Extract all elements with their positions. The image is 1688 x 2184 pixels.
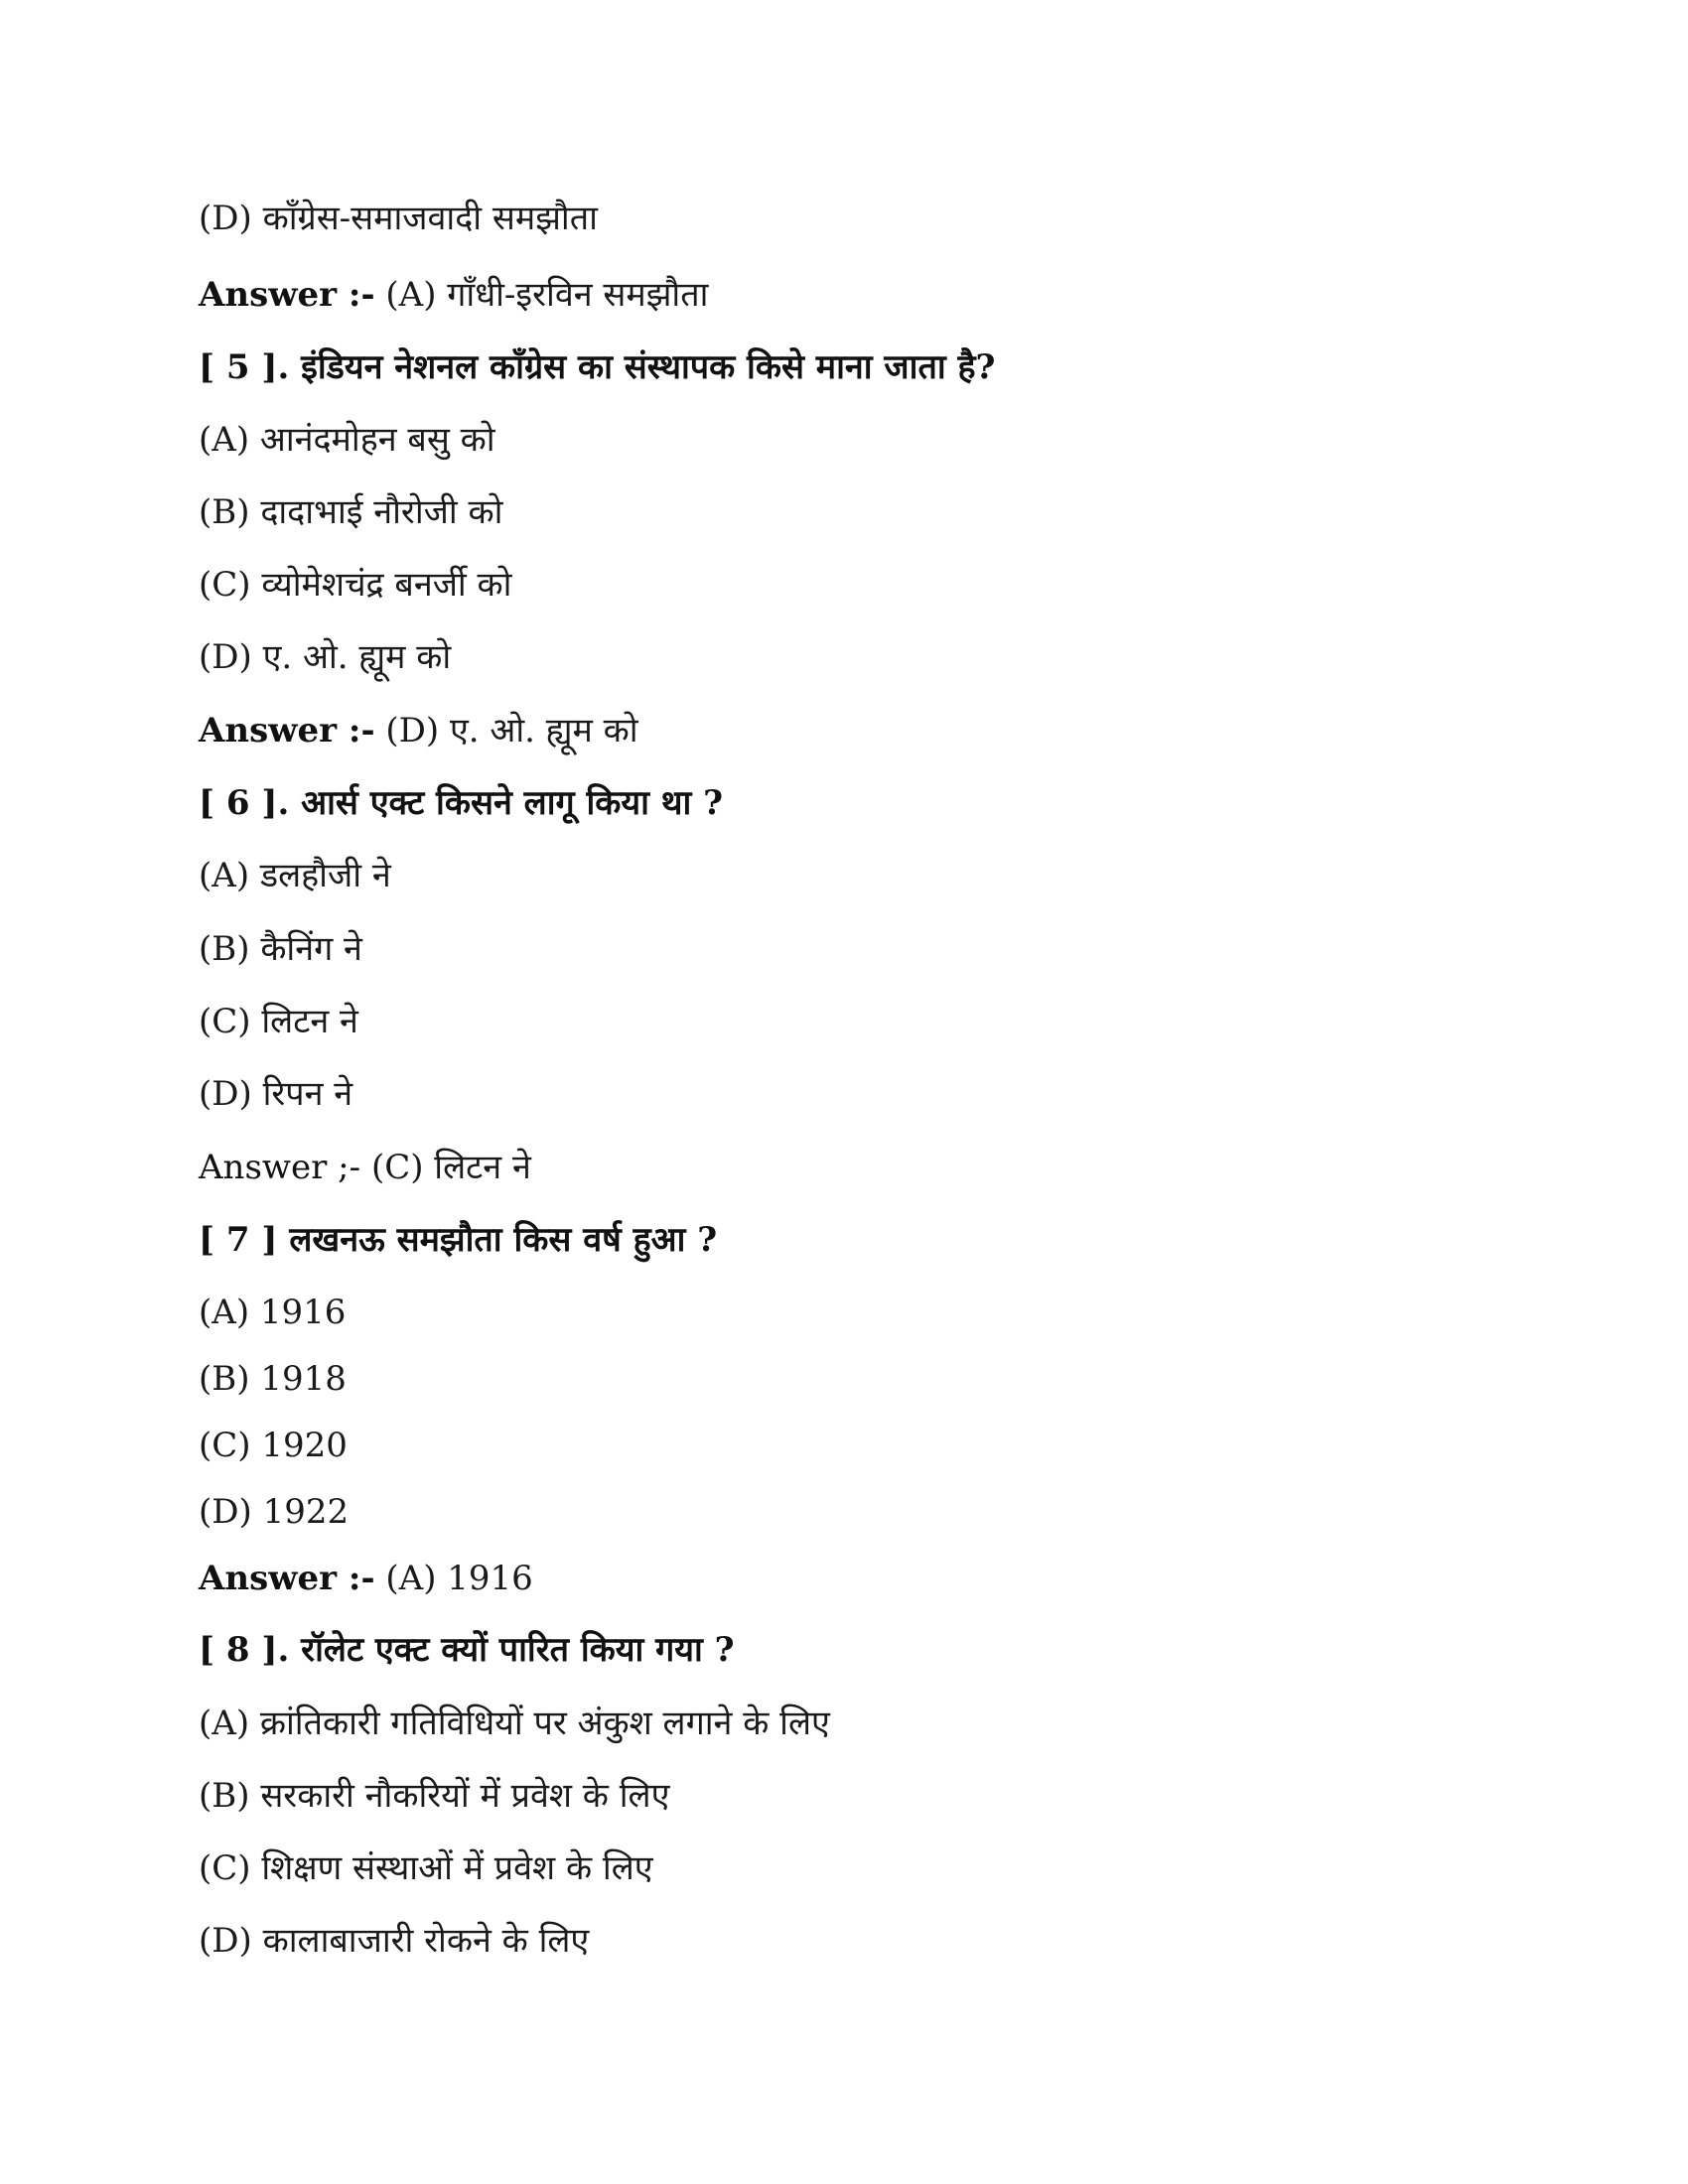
option-line: (A) 1916: [199, 1293, 347, 1332]
option-line: (D) 1922: [199, 1492, 350, 1532]
answer-value: (C) लिटन ने: [360, 1148, 531, 1187]
option-line: (D) ए. ओ. ह्यूम को: [199, 637, 452, 677]
option-line: (B) दादाभाई नौरोजी को: [199, 492, 503, 532]
answer-label: Answer :-: [199, 275, 375, 315]
option-line: (A) क्रांतिकारी गतिविधियों पर अंकुश लगाने के लिए: [199, 1704, 830, 1743]
option-line: (B) कैनिंग ने: [199, 929, 362, 969]
option-line: (C) व्योमेशचंद्र बनर्जी को: [199, 565, 512, 605]
option-line: (C) शिक्षण संस्थाओं में प्रवेश के लिए: [199, 1848, 653, 1888]
answer-line: [199, 709, 638, 752]
question-heading: [ 8 ]. रॉलेट एक्ट क्यों पारित किया गया ?: [199, 1630, 735, 1670]
option-line: (A) आनंदमोहन बसु को: [199, 420, 495, 460]
answer-label: Answer :-: [199, 711, 375, 751]
question-heading: [ 6 ]. आर्स एक्ट किसने लागू किया था ?: [199, 783, 724, 823]
answer-label: Answer ;-: [199, 1148, 361, 1187]
answer-label: Answer :-: [199, 1559, 375, 1598]
question-heading: [ 5 ]. इंडियन नेशनल काँग्रेस का संस्थापक किसे माना जाता है?: [199, 347, 996, 387]
option-line: (D) काँग्रेस-समाजवादी समझौता: [199, 199, 598, 238]
answer-line: [199, 1557, 533, 1600]
option-line: (B) 1918: [199, 1359, 347, 1399]
answer-line: [199, 1146, 531, 1189]
question-heading: [ 7 ] लखनऊ समझौता किस वर्ष हुआ ?: [199, 1220, 718, 1260]
answer-value: (D) ए. ओ. ह्यूम को: [374, 711, 638, 751]
option-line: (C) लिटन ने: [199, 1002, 358, 1041]
option-line: (B) सरकारी नौकरियों में प्रवेश के लिए: [199, 1776, 670, 1816]
option-line: (D) कालाबाजारी रोकने के लिए: [199, 1921, 590, 1961]
option-line: (A) डलहौजी ने: [199, 856, 391, 895]
option-line: (D) रिपन ने: [199, 1074, 353, 1114]
answer-value: (A) 1916: [374, 1559, 533, 1598]
answer-value: (A) गाँधी-इरविन समझौता: [374, 275, 709, 315]
answer-line: [199, 273, 708, 317]
option-line: (C) 1920: [199, 1426, 348, 1465]
